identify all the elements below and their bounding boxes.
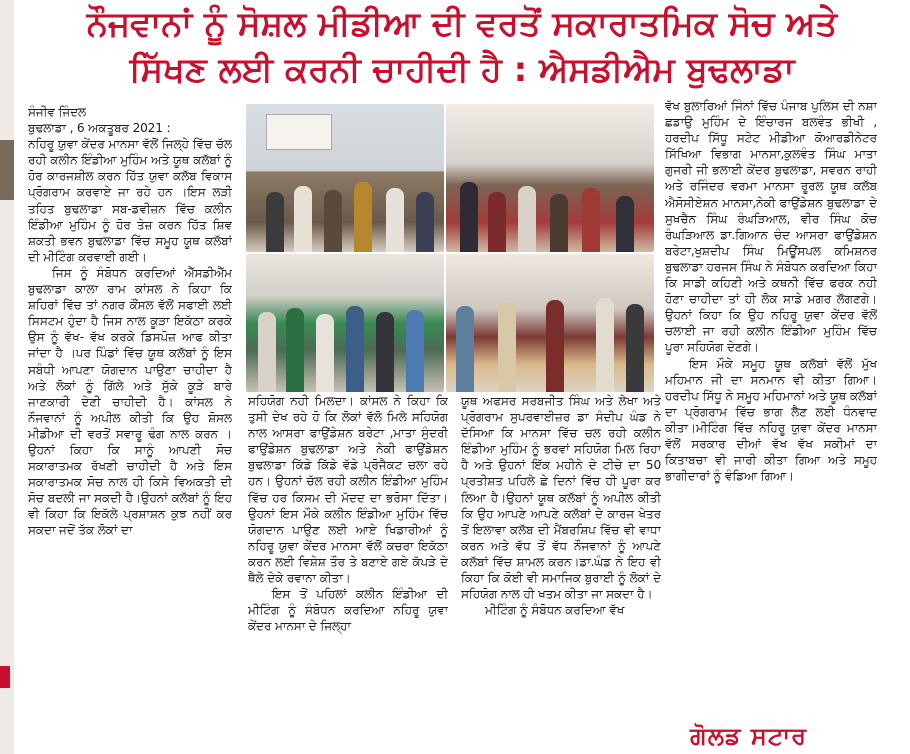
headline bbox=[14, 0, 910, 96]
paragraph: ਸਹਿਯੋਗ ਨਹੀ ਮਿਲਦਾ। ਕਾਂਸਲ ਨੇ ਕਿਹਾ ਕਿ ਤੁਸੀ ਦੇਖ ਰਹੇ ਹੋ ਕਿ ਲੋਕਾਂ ਵੱਲੋ ਮਿਲੇ ਸਹਿਯੋਗ ਨਾਲ ਆਸਰਾ ਫਾਉਂਡੇਸ਼ਨ ਬਰੇਟਾ ,ਮਾਤਾ ਸੁੰਦਰੀ ਫਾਉਂਡੇਸ਼ਨ ਬੁਢਲਾਡਾ ਅਤੇ ਨੇਕੀ ਫਾਉਂਡੇਸ਼ਨ ਬੁਢਲਾਡਾ ਕਿੱਡੇ ਕਿੱਡੇ ਵੱਡੇ ਪ੍ਰੋਜੈਕਟ ਚਲਾ ਰਹੇ ਹਨ। ਉਹਨਾਂ ਚੱਲ ਰਹੀ ਕਲੀਨ ਇੰਡੀਆ ਮੁਹਿੰਮ ਵਿੱਚ ਹਰ ਕਿਸਮ ਦੀ ਮੱਦਦ ਦਾ ਭਰੋਸਾ ਦਿੱਤਾ।ਉਹਨਾਂ ਇਸ ਮੌਕੇ ਕਲੀਨ ਇੰਡੀਆ ਮੁਹਿੰਮ ਵਿੱਚ ਯੋਗਦਾਨ ਪਾਉਣ ਲਈ ਆਏ ਖਿਡਾਰੀਆਂ ਨੂੰ ਨਹਿਰੂ ਯੁਵਾ ਕੇਂਦਰ ਮਾਨਸਾ ਵੱਲੋਂ ਕਚਰਾ ਇਕੱਠਾ ਕਰਨ ਲਈ ਵਿਸ਼ੇਸ਼ ਤੌਰ ਤੇ ਬਣਾਏ ਗਏ ਕੱਪੜੇ ਦੇ ਥੈਲੇ ਦੇਕੇ ਰਵਾਨਾ ਕੀਤਾ। bbox=[248, 394, 448, 586]
photo-group-with-bags bbox=[246, 254, 444, 392]
article-column-3 bbox=[461, 393, 661, 723]
photo-audience bbox=[446, 104, 654, 252]
byline: ਸੰਜੀਵ ਜਿੰਦਲ bbox=[28, 105, 87, 119]
photo-booklet-release bbox=[446, 254, 654, 392]
paragraph: ਨਹਿਰੂ ਯੁਵਾ ਕੇਂਦਰ ਮਾਨਸਾ ਵੱਲੋਂ ਜਿਲ੍ਹੇ ਵਿੱਚ ਚੱਲ ਰਹੀ ਕਲੀਨ ਇੰਡੀਆ ਮੁਹਿੰਮ ਅਤੇ ਯੂਥ ਕਲੱਬਾਂ ਨੂੰ ਹੋਰ ਕਾਰਜਸ਼ੀਲ ਕਰਨ ਹਿੱਤ ਯੁਵਾ ਕਲੱਬ ਵਿਕਾਸ ਪ੍ਰੋਗਰਾਮ ਕਰਵਾਏ ਜਾ ਰਹੇ ਹਨ ।ਇਸ ਲੜੀ ਤਹਿਤ ਬੁਢਲਾਡਾ ਸਬ-ਡਵੀਜ਼ਨ ਵਿੱਚ ਕਲੀਨ ਇੰਡੀਆ ਮੁਹਿੰਮ ਨੂੰ ਹੋਰ ਤੇਜ਼ ਕਰਨ ਹਿੱਤ ਸ਼ਿਵ ਸ਼ਕਤੀ ਭਵਨ ਬੁਢਲਾਡਾ ਵਿੱਚ ਸਮੂਹ ਯੂਥ ਕਲੱਬਾਂ ਦੀ ਮੀਟਿੰਗ ਕਰਵਾਈ ਗਈ। bbox=[28, 137, 232, 264]
paragraph: ਇਸ ਮੌਕੇ ਸਮੂਹ ਯੂਥ ਕਲੱਬਾਂ ਵੱਲੋਂ ਮੁੱਖ ਮਹਿਮਾਨ ਜੀ ਦਾ ਸਨਮਾਨ ਵੀ ਕੀਤਾ ਗਿਆ।ਹਰਦੀਪ ਸਿੱਧੂ ਨੇ ਸਮੂਹ ਮਹਿਮਾਨਾਂ ਅਤੇ ਯੂਥ ਕਲੱਬਾਂ ਦਾ ਪ੍ਰੋਗਰਾਮ ਵਿੱਚ ਭਾਗ ਲੈਣ ਲਈ ਧੰਨਵਾਦ ਕੀਤਾ।ਮੀਟਿੰਗ ਵਿੱਚ ਨਹਿਰੂ ਯੁਵਾ ਕੇਂਦਰ ਮਾਨਸਾ ਵੱਲੋਂ ਸਰਕਾਰ ਦੀਆਂ ਵੱਖ ਵੱਖ ਸਕੀਮਾਂ ਦਾ ਕਿਤਾਬਚਾ ਵੀ ਜਾਰੀ ਕੀਤਾ ਗਿਆ ਅਤੇ ਸਮੂਹ ਭਾਗੀਦਾਰਾਂ ਨੂੰ ਵੰਡਿਆ ਗਿਆ। bbox=[665, 356, 877, 484]
paragraph: ਇਸ ਤੋਂ ਪਹਿਲਾਂ ਕਲੀਨ ਇੰਡੀਆ ਦੀ ਮੀਟਿੰਗ ਨੂੰ ਸੰਬੋਧਨ ਕਰਦਿਆ ਨਹਿਰੂ ਯੁਵਾ ਕੇਂਦਰ ਮਾਨਸਾ ਦੇ ਜਿਲ੍ਹਾ bbox=[248, 587, 448, 634]
paragraph: ਯੂਥ ਅਫਸਰ ਸਰਬਜੀਤ ਸਿੰਘ ਅਤੇ ਲੇਖਾ ਅਤੇ ਪ੍ਰੋਗਰਾਮ ਸੁਪਰਵਾਈਜ਼ਰ ਡਾ ਸੰਦੀਪ ਘੰਡ ਨੇ ਦੱਸਿਆ ਕਿ ਮਾਨਸਾ ਵਿੱਚ ਚਲ ਰਹੀ ਕਲੀਨ ਇੰਡੀਆ ਮੁਹਿੰਮ ਨੂੰ ਭਰਵਾਂ ਸਹਿਯੋਗ ਮਿਲ ਰਿਹਾ ਹੈ ਅਤੇ ਉਹਨਾਂ ਇੱਕ ਮਹੀਨੇ ਦੇ ਟੀਚੇ ਦਾ 50 ਪ੍ਰਤੀਸ਼ਤ ਪਹਿਲੇ ਛੇ ਦਿਨਾਂ ਵਿੱਚ ਹੀ ਪੂਰਾ ਕਰ ਲਿਆ ਹੈ।ਉਹਨਾਂ ਯੂਥ ਕਲੱਬਾਂ ਨੂੰ ਅਪੀਲ ਕੀਤੀ ਕਿ ਉਹ ਆਪਣੇ ਆਪਣੇ ਕਲੱਬਾਂ ਦੇ ਕਾਰਜ ਖੇਤਰ ਤੋਂ ਇਲਾਵਾ ਕਲੱਬ ਦੀ ਮੈਂਬਰਸ਼ਿਪ ਵਿੱਚ ਵੀ ਵਾਧਾ ਕਰਨ ਅਤੇ ਵੱਧ ਤੋਂ ਵੱਧ ਨੌਜਵਾਨਾਂ ਨੂੰ ਆਪਣੇ ਕਲੱਬਾਂ ਵਿੱਚ ਸ਼ਾਮਲ ਕਰਨ।ਡਾ.ਘੰਡ ਨੇ ਇਹ ਵੀ ਕਿਹਾ ਕਿ ਕੋਈ ਵੀ ਸਮਾਜਿਕ ਬੁਰਾਈ ਨੂੰ ਲੋਕਾਂ ਦੇ ਸਹਿਯੋਗ ਨਾਲ ਹੀ ਖਤਮ ਕੀਤਾ ਜਾ ਸਕਦਾ ਹੈ। bbox=[461, 394, 661, 602]
photo-banner bbox=[266, 114, 332, 150]
edge-red-mark bbox=[0, 666, 10, 688]
article-column-4 bbox=[665, 98, 877, 718]
paragraph: ਵੱਖ ਬੁਲਾਰਿਆਂ ਜਿੰਨਾਂ ਵਿੱਚ ਪੰਜਾਬ ਪੁਲਿਸ ਦੀ ਨਸ਼ਾ ਛਡਾਉ ਮੁਹਿੰਮ ਦੇ ਇੰਚਾਰਜ ਬਲਵੰਤ ਭੀਖੀ , ਹਰਦੀਪ ਸਿੱਧੂ ਸਟੇਟ ਮੀਡੀਆ ਕੋਆਰਡੀਨੇਟਰ ਸਿੱਖਿਆ ਵਿਭਾਗ ਮਾਨਸਾ,ਕੁਲਵੰਤ ਸਿੰਘ ਮਾਤਾ ਗੁਜਰੀ ਜੀ ਭਲਾਈ ਕੇਂਦਰ ਬੁਢਲਾਡਾ, ਸਵਰਨ ਰਾਹੀ ਅਤੇ ਰਜਿੰਦਰ ਵਰਮਾ ਮਾਨਸਾ ਰੂਰਲ ਯੂਥ ਕਲੱਬ ਐਸੋਸੀਏਸ਼ਨ ਮਾਨਸਾ,ਨੇਕੀ ਫਾਉਂਡੇਸ਼ਨ ਬੁਢਲਾਡਾ ਦੇ ਸੁਖਚੈਨ ਸਿੰਘ ਰੰਘੜਿਆਲ, ਵੀਰ ਸਿੰਘ ਕੋਚ ਰੰਘੜਿਆਲ ਡਾ.ਗਿਆਨ ਚੰਦ ਆਸਰਾ ਫਾਉਂਡੇਸ਼ਨ ਬਰੇਟਾ,ਖੁਸ਼ਦੀਪ ਸਿੰਘ ਮਿਊਂਸਪਲ ਕਮਿਸ਼ਨਰ ਬੁਢਲਾਡਾ ਹਰਜਸ ਸਿੰਘ ਨੇ ਸੰਬੋਧਨ ਕਰਦਿਆ ਕਿਹਾ ਕਿ ਸਾਡੀ ਕਹਿਣੀ ਅਤੇ ਕਥਨੀ ਵਿੱਚ ਫਰਕ ਨਹੀ ਹੋਣਾ ਚਾਹੀਦਾ ਤਾਂ ਹੀ ਲੋਕ ਸਾਡੇ ਮਗਰ ਲੱਗਣਗੇ।ਉਹਨਾਂ ਕਿਹਾ ਕਿ ਉਹ ਨਹਿਰੂ ਯੁਵਾ ਕੇਂਦਰ ਵੱਲੋਂ ਚਲਾਈ ਜਾ ਰਹੀ ਕਲੀਨ ਇੰਡੀਆ ਮੁਹਿੰਮ ਵਿੱਚ ਪੂਰਾ ਸਹਿਯੋਗ ਦੇਣਗੇ। bbox=[665, 99, 877, 355]
dateline: ਬੁਢਲਾਡਾ , 6 ਅਕਤੂਬਰ 2021 : bbox=[28, 121, 171, 136]
article-column-2 bbox=[248, 393, 448, 723]
newspaper-masthead: ਗੋਲਡ ਸਟਾਰ bbox=[690, 722, 807, 750]
headline-line-2: ਸਿੱਖਣ ਲਈ ਕਰਨੀ ਚਾਹੀਦੀ ਹੈ : ਐਸਡੀਐਮ ਬੁਢਲਾਡਾ bbox=[129, 50, 795, 90]
article-column-1 bbox=[28, 104, 232, 714]
edge-photo bbox=[0, 140, 14, 200]
headline-line-1: ਨੌਜਵਾਨਾਂ ਨੂੰ ਸੋਸ਼ਲ ਮੀਡੀਆ ਦੀ ਵਰਤੋਂ ਸਕਾਰਾਤਮਿਕ ਸੋਚ ਅਤੇ bbox=[86, 4, 838, 44]
photo-meeting-stage bbox=[246, 104, 444, 252]
paragraph: ਮੀਟਿੰਗ ਨੂੰ ਸੰਬੋਧਨ ਕਰਦਿਆ ਵੱਖ bbox=[485, 603, 625, 618]
paragraph: ਜਿਸ ਨੂੰ ਸੰਬੋਧਨ ਕਰਦਿਆਂ ਐੱਸਡੀਐੱਮ ਬੁਢਲਾਡਾ ਕਾਲਾ ਰਾਮ ਕਾਂਸਲ ਨੇ ਕਿਹਾ ਕਿ ਸ਼ਹਿਰਾਂ ਵਿੱਚ ਤਾਂ ਨਗਰ ਕੌਂਸਲ ਵੱਲੋਂ ਸਫਾਈ ਲਈ ਸਿਸਟਮ ਹੁੰਦਾ ਹੈ ਜਿਸ ਨਾਲ ਕੂੜਾ ਇਕੱਠਾ ਕਰਕੇ ਉਸ ਨੂੰ ਵੱਖ- ਵੱਖ ਕਰਕੇ ਡਿਸਪੋਜ਼ ਆਫ ਕੀਤਾ ਜਾਂਦਾ ਹੈ ।ਪਰ ਪਿੰਡਾਂ ਵਿੱਚ ਯੂਥ ਕਲੱਬਾਂ ਨੂੰ ਇਸ ਸਬੰਧੀ ਆਪਣਾ ਯੋਗਦਾਨ ਪਾਉਣਾ ਚਾਹੀਦਾ ਹੈ ਅਤੇ ਲੋਕਾਂ ਨੂੰ ਗਿੱਲੇ ਅਤੇ ਸੁੱਕੇ ਕੂੜੇ ਬਾਰੇ ਜਾਣਕਾਰੀ ਦੇਣੀ ਚਾਹੀਦੀ ਹੈ। ਕਾਂਸਲ ਨੇ ਨੌਜਵਾਨਾਂ ਨੂੰ ਅਪੀਲ ਕੀਤੀ ਕਿ ਉਹ ਸ਼ੋਸਲ ਮੀਡੀਆ ਦੀ ਵਰਤੋਂ ਸਵਾਰੂ ਢੰਗ ਨਾਲ ਕਰਨ ।ਉਹਨਾਂ ਕਿਹਾ ਕਿ ਸਾਨੂੰ ਆਪਣੀ ਸੋਚ ਸਕਾਰਾਤਮਕ ਰੱਖਣੀ ਚਾਹੀਦੀ ਹੈ ਅਤੇ ਇਸ ਸਕਾਰਾਤਮਕ ਸੋਚ ਨਾਲ ਹੀ ਕਿਸੇ ਵਿਅਕਤੀ ਦੀ ਸੋਚ ਬਦਲੀ ਜਾ ਸਕਦੀ ਹੈ।ਉਹਨਾਂ ਕਲੱਬਾਂ ਨੂੰ ਇਹ ਵੀ ਕਿਹਾ ਕਿ ਇਕੱਲੇ ਪ੍ਰਸ਼ਾਸ਼ਨ ਕੁਝ ਨਹੀਂ ਕਰ ਸਕਦਾ ਜਦੋਂ ਤੱਕ ਲੋਕਾਂ ਦਾ bbox=[28, 265, 232, 538]
left-page-edge bbox=[0, 0, 14, 754]
